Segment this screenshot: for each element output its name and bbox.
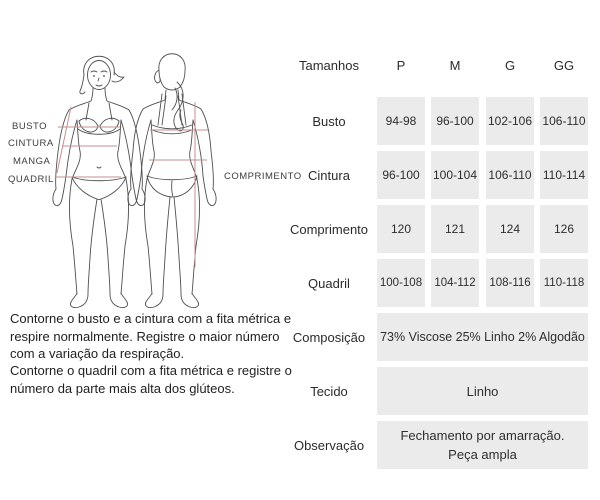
row-label-composicao: Composição — [292, 329, 366, 345]
cell-observacao — [377, 421, 588, 469]
cell-cintura-m: 100-104 — [431, 151, 479, 199]
comprimento-label: COMPRIMENTO — [224, 171, 302, 182]
cell-comprimento-gg: 126 — [540, 205, 588, 253]
quadril-label: QUADRIL — [8, 174, 54, 185]
row-label-observacao: Observação — [293, 437, 365, 453]
cell-cintura-gg: 110-114 — [540, 151, 588, 199]
cell-busto-gg: 106-110 — [540, 97, 588, 145]
cell-comprimento-m: 121 — [431, 205, 479, 253]
cell-comprimento-g: 124 — [486, 205, 534, 253]
row-label-comprimento: Comprimento — [289, 221, 369, 237]
cell-quadril-m: 104-112 — [431, 259, 479, 307]
measuring-instructions-paragraph-1: Contorne o busto e a cintura com a fita métrica e respire normalmente. Registre o maior número com a variação da respiração. — [10, 311, 292, 361]
table-header-size-m: M — [449, 57, 461, 73]
measuring-instructions-paragraph-2: Contorne o quadril com a fita métrica e registre o número da parte mais alta dos glúteos. — [10, 363, 292, 396]
cell-quadril-g: 108-116 — [486, 259, 534, 307]
cell-busto-p: 94-98 — [377, 97, 425, 145]
composicao-value: 73% Viscose 25% Linho 2% Algodão — [380, 329, 585, 344]
table-header-size-p: P — [396, 57, 406, 73]
observacao-line-1: Fechamento por amarração. — [400, 428, 565, 443]
cell-quadril-gg: 110-118 — [540, 259, 588, 307]
cintura-label: CINTURA — [8, 138, 54, 149]
cell-tecido — [377, 367, 588, 415]
observacao-line-2: Peça ampla — [448, 447, 517, 462]
row-label-tecido: Tecido — [310, 383, 348, 399]
sleeve-measure-line — [57, 107, 71, 173]
row-label-quadril: Quadril — [308, 275, 350, 291]
row-label-cintura: Cintura — [308, 167, 350, 183]
table-header-sizes: Tamanhos — [299, 57, 359, 73]
manga-label: MANGA — [13, 156, 51, 167]
tecido-value: Linho — [466, 383, 499, 399]
row-label-busto: Busto — [312, 113, 346, 129]
table-header-size-g: G — [504, 57, 516, 73]
cell-busto-g: 102-106 — [486, 97, 534, 145]
back-figure-illustration — [128, 54, 216, 308]
busto-label: BUSTO — [12, 121, 48, 132]
cell-cintura-g: 106-110 — [486, 151, 534, 199]
cell-cintura-p: 96-100 — [377, 151, 425, 199]
cell-quadril-p: 100-108 — [377, 259, 425, 307]
cell-comprimento-p: 120 — [377, 205, 425, 253]
cell-composicao — [377, 313, 588, 361]
front-figure-illustration — [53, 56, 145, 307]
table-header-size-gg: GG — [553, 57, 575, 73]
cell-busto-m: 96-100 — [431, 97, 479, 145]
